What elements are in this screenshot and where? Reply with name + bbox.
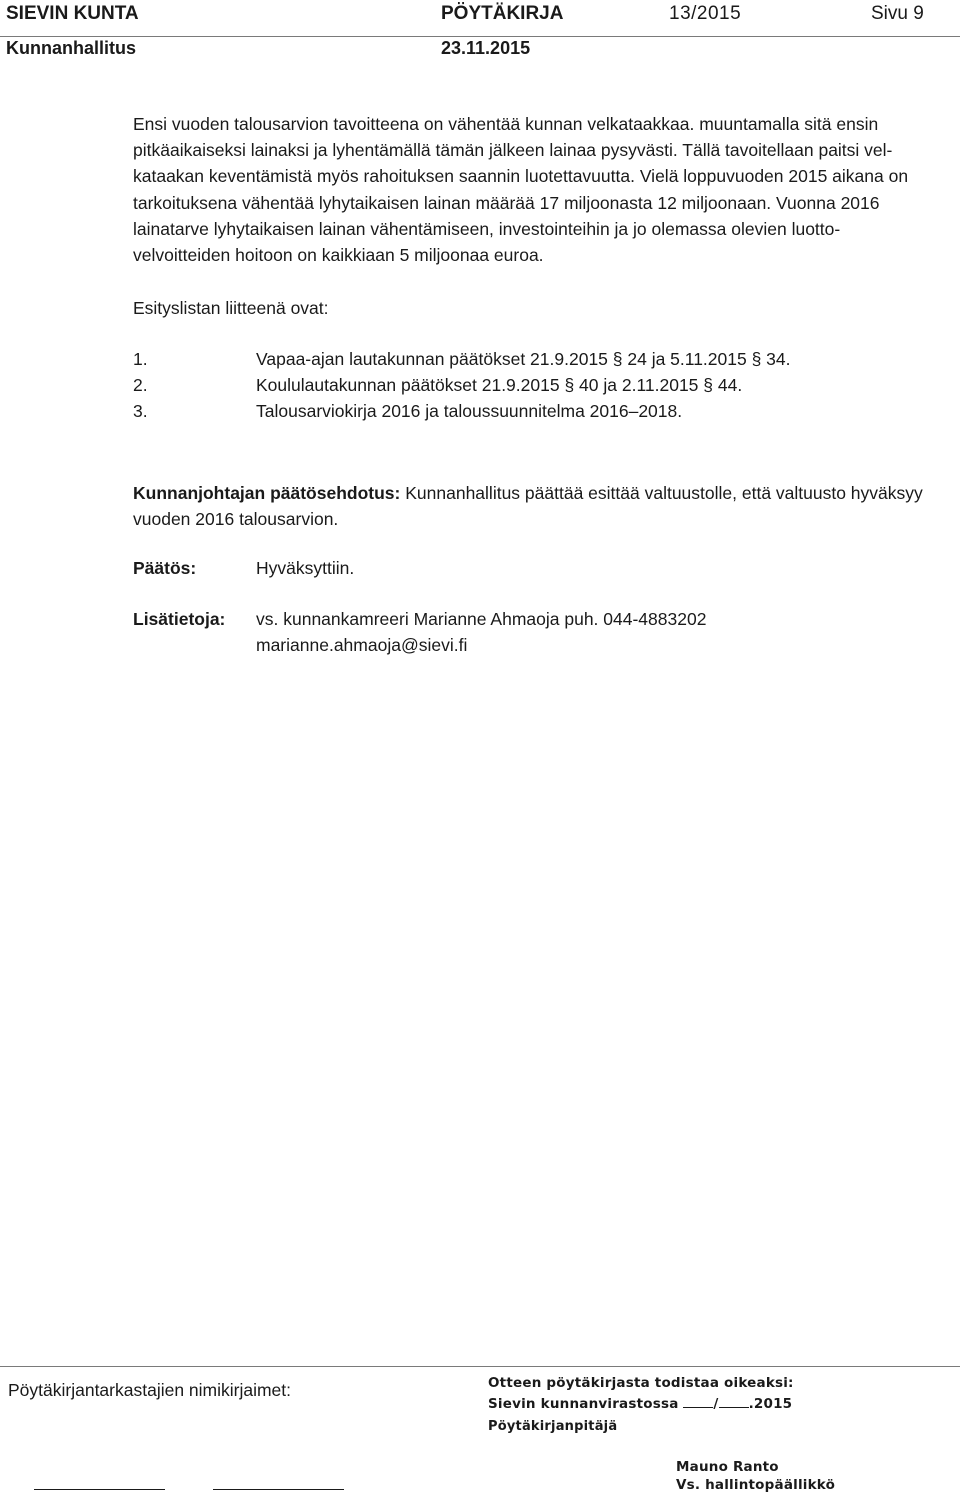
decision-text: Hyväksyttiin.: [256, 558, 355, 578]
org-name: SIEVIN KUNTA: [6, 3, 139, 24]
header-rule: [0, 36, 960, 37]
attachments-title: Esityslistan liitteenä ovat:: [133, 298, 329, 318]
meeting-date: 23.11.2015: [441, 38, 531, 58]
list-item-text: Vapaa-ajan lautakunnan päätökset 21.9.2015 § 24 ja 5.11.2015 § 34.: [256, 349, 791, 369]
list-item-text: Talousarviokirja 2016 ja taloussuunnitelma 2016–2018.: [256, 401, 683, 421]
list-item-number: 3.: [133, 401, 148, 421]
list-item: [133, 372, 742, 398]
keeper-label: Pöytäkirjanpitäjä: [488, 1419, 618, 1434]
certified-label: Otteen pöytäkirjasta todistaa oikeaksi:: [488, 1375, 794, 1391]
day-blank: [683, 1395, 713, 1408]
place-year: .2015: [748, 1396, 793, 1412]
main-paragraph: [133, 111, 928, 268]
reviewers-label: Pöytäkirjantarkastajien nimikirjaimet:: [8, 1380, 292, 1400]
proposal-label: Kunnanjohtajan päätösehdotus:: [133, 483, 401, 503]
info-label: Lisätietoja:: [133, 609, 226, 629]
signature-line: [34, 1489, 165, 1490]
info-email: marianne.ahmaoja@sievi.fi: [256, 635, 468, 655]
month-blank: [719, 1395, 749, 1408]
keeper-name: Mauno Ranto: [676, 1459, 779, 1475]
proposal-text: Kunnanhallitus päättää esittää valtuustolle, että valtuusto hyväksyy vuoden 2016 talousarvion.: [133, 483, 923, 530]
body-name: Kunnanhallitus: [6, 38, 136, 58]
doc-type: PÖYTÄKIRJA: [441, 3, 564, 24]
info-contact: vs. kunnankamreeri Marianne Ahmaoja puh. 044-4883202: [256, 609, 707, 629]
meeting-number: 13/2015: [669, 3, 742, 24]
place-line: [488, 1395, 792, 1412]
paragraph-text: Ensi vuoden talousarvion tavoitteena on vähentää kunnan velkataakkaa. muuntamalla sitä ensin pitkäaikaiseksi lainaksi ja lyhentämällä tämän jälkeen lainaa pysyvästi. Tällä tavoitellaan paitsi velkataakan keventämistä myös rahoituksen saannin luotettavuutta. Vielä loppuvuoden 2015 aikana on tarkoituksena vähentää lyhytaikaisen lainan määrää 17 miljoonasta 12 miljoonaan. Vuonna 2016 lainatarve lyhytaikaisen lainan vähentämiseen, investointeihin ja jo olemassa olevien luottovelvoitteiden hoitoon on kaikkiaan 5 miljoonaa euroa.: [133, 114, 909, 266]
proposal: [133, 480, 928, 532]
list-item-number: 1.: [133, 349, 148, 369]
place-prefix: Sievin kunnanvirastossa: [488, 1396, 679, 1412]
signature-line: [213, 1489, 344, 1490]
page-number: Sivu 9: [871, 3, 924, 24]
list-item: [133, 346, 791, 372]
keeper-title: Vs. hallintopäällikkö: [676, 1477, 836, 1493]
decision-label: Päätös:: [133, 558, 197, 578]
place-separator: /: [713, 1396, 719, 1412]
list-item: [133, 398, 682, 424]
list-item-number: 2.: [133, 375, 148, 395]
footer-rule: [0, 1366, 960, 1367]
list-item-text: Koululautakunnan päätökset 21.9.2015 § 40 ja 2.11.2015 § 44.: [256, 375, 743, 395]
